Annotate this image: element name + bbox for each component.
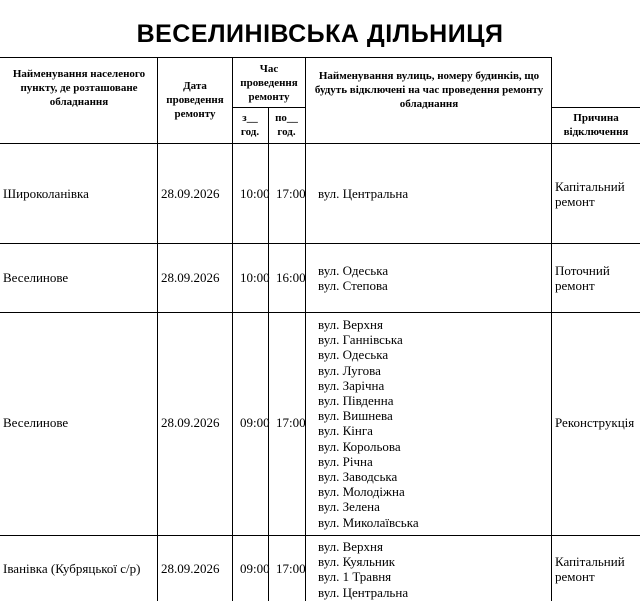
col-divider-5: [551, 57, 552, 601]
street: вул. Південна: [318, 393, 394, 409]
street: вул. Вишнева: [318, 408, 393, 424]
street: вул. Верхня: [318, 539, 383, 554]
reason-header-line: [551, 107, 640, 108]
row4-reason: [555, 554, 625, 584]
row4-to: 17:00: [276, 561, 306, 576]
street: вул. Степова: [318, 278, 388, 294]
street: вул. Ганнівська: [318, 332, 403, 348]
col-divider-4: [305, 57, 306, 601]
header-reason: Причина відключення: [563, 112, 629, 138]
reason-line: Реконструкція: [555, 415, 635, 430]
page-title: ВЕСЕЛИНІВСЬКА ДІЛЬНИЦЯ: [136, 20, 504, 48]
row2-reason: [555, 263, 610, 293]
row3-date: 28.09.2026: [161, 415, 220, 430]
header-to: по__ год.: [275, 112, 298, 138]
row1-from: 10:00: [240, 186, 270, 201]
row-divider-3: [0, 535, 640, 536]
street: вул. Центральна: [318, 584, 409, 600]
reason-line: ремонт: [555, 194, 595, 209]
row-divider-2: [0, 312, 640, 313]
header-date: Дата проведення ремонту: [166, 80, 224, 120]
row3-settlement: Веселинове: [3, 415, 69, 430]
row3-from: 09:00: [240, 415, 270, 430]
row4-date: 28.09.2026: [161, 561, 220, 576]
row1-settlement: Широколанівка: [3, 186, 89, 201]
row1-streets: [318, 186, 408, 201]
street: вул. Миколаївська: [318, 514, 419, 530]
street: вул. Верхня: [318, 317, 383, 332]
street: вул. Зарічна: [318, 377, 385, 393]
street: вул. Річна: [318, 453, 373, 469]
row3-to: 17:00: [276, 415, 306, 430]
reason-line: ремонт: [555, 569, 595, 584]
reason-line: Капітальний: [555, 554, 625, 569]
header-from: з__ год.: [240, 112, 260, 138]
row4-streets: [318, 539, 408, 600]
col-divider-3: [268, 107, 269, 601]
row1-date: 28.09.2026: [161, 186, 220, 201]
row2-from: 10:00: [240, 270, 270, 285]
row1-reason: [555, 179, 625, 209]
street: вул. Корольова: [318, 438, 401, 454]
row3-reason: [555, 415, 634, 430]
header-streets: Найменування вулиць, номеру будинків, що будуть відключені на час проведення ремонту обладнання: [314, 70, 544, 110]
reason-line: ремонт: [555, 278, 595, 293]
row2-settlement: Веселинове: [3, 270, 69, 285]
street: вул. Одеська: [318, 347, 389, 363]
row2-to: 16:00: [276, 270, 306, 285]
row-divider-1: [0, 243, 640, 244]
row3-streets: [318, 317, 419, 530]
row4-from: 09:00: [240, 561, 270, 576]
street: вул. Зелена: [318, 499, 380, 515]
col-divider-1: [157, 57, 158, 601]
row4-settlement: Іванівка (Кубряцької с/р): [3, 561, 141, 576]
street: вул. Одеська: [318, 263, 389, 278]
street: вул. Заводська: [318, 469, 398, 485]
street: вул. 1 Травня: [318, 569, 392, 585]
street: вул. Лугова: [318, 362, 381, 378]
street: вул. Молодіжна: [318, 484, 405, 500]
street: вул. Кінга: [318, 423, 373, 439]
reason-line: Капітальний: [555, 179, 625, 194]
table-border-top: [0, 57, 551, 58]
street: вул. Куяльник: [318, 554, 396, 570]
row2-date: 28.09.2026: [161, 270, 220, 285]
row2-streets: [318, 263, 388, 293]
row1-to: 17:00: [276, 186, 306, 201]
header-bottom-line: [0, 143, 640, 144]
header-settlement: Найменування населеного пункту, де розташоване обладнання: [12, 68, 146, 108]
header-time: Час проведення ремонту: [240, 63, 298, 103]
street: вул. Центральна: [318, 186, 409, 201]
reason-line: Поточний: [555, 263, 610, 278]
